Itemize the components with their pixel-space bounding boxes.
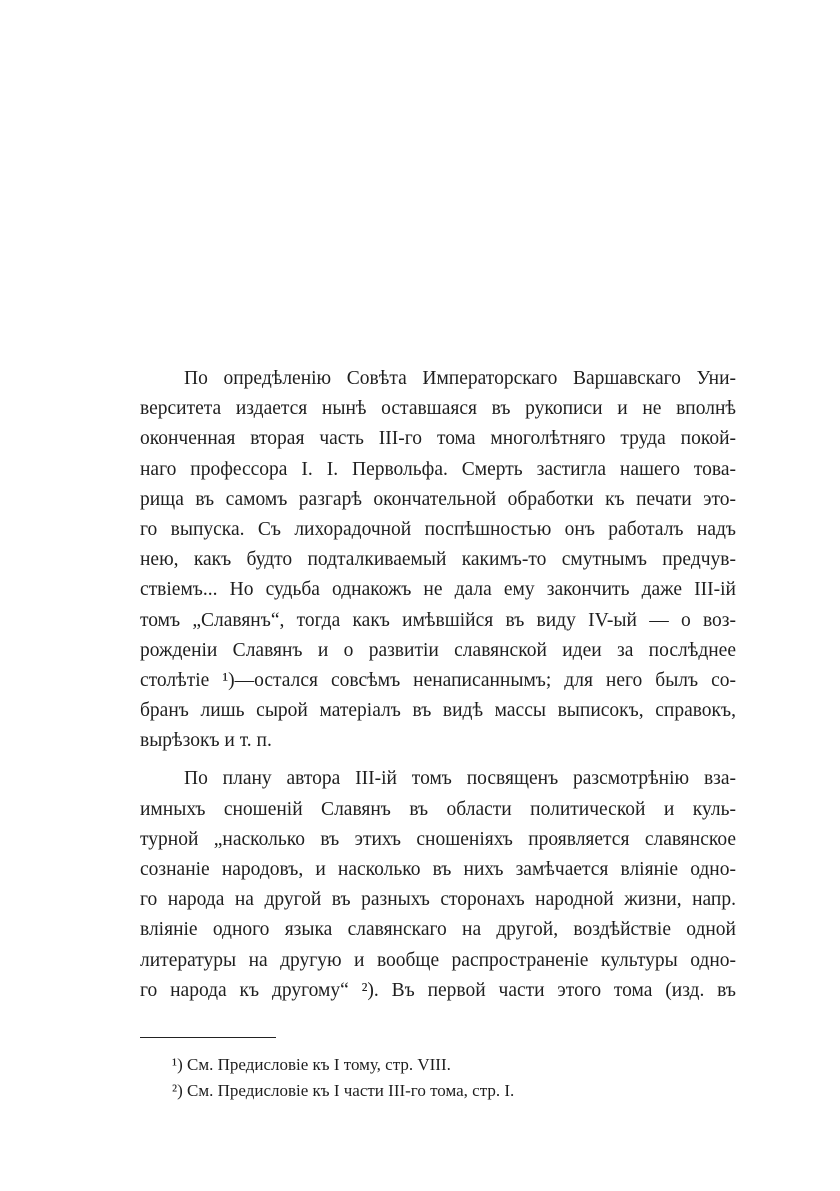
text-line: бранъ лишь сырой матеріалъ въ видѣ массы выписокъ, справокъ, [140, 700, 736, 722]
text-line: ствіемъ... Но судьба однакожъ не дала ему закончить даже III-ій [140, 579, 736, 601]
text-line: вырѣзокъ и т. п. [140, 730, 272, 752]
text-line: столѣтіе ¹)—остался совсѣмъ ненаписаннымъ; для него былъ со- [140, 669, 736, 691]
text-line: литературы на другую и вообще распространеніе культуры одно- [140, 949, 736, 971]
footnote-1: ¹) См. Предисловіе къ I тому, стр. VIII. [172, 1055, 451, 1074]
text-line: верситета издается нынѣ оставшаяся въ рукописи и не вполнѣ [140, 398, 736, 420]
footnote-divider [140, 1037, 276, 1038]
text-line: го народа на другой въ разныхъ сторонахъ народной жизни, напр. [140, 889, 736, 911]
footnotes [140, 1052, 736, 1104]
text-line: сознаніе народовъ, и насколько въ нихъ замѣчается вліяніе одно- [140, 859, 736, 880]
text-line: го выпуска. Съ лихорадочной поспѣшностью онъ работалъ надъ [140, 518, 736, 540]
text-line: турной „насколько въ этихъ сношеніяхъ проявляется славянское [140, 828, 736, 850]
text-line: томъ „Славянъ“, тогда какъ имѣвшійся въ виду IV-ый — о воз- [140, 609, 736, 631]
text-line: рища въ самомъ разгарѣ окончательной обработки къ печати это- [140, 488, 736, 510]
text-line: рожденіи Славянъ и о развитіи славянской идеи за послѣднее [140, 639, 736, 661]
main-text [140, 364, 736, 1006]
text-line: По плану автора III-ій томъ посвященъ разсмотрѣнію вза- [184, 768, 736, 790]
text-line: По опредѣленію Совѣта Императорскаго Варшавскаго Уни- [184, 368, 736, 389]
paragraph-2 [140, 764, 736, 1006]
text-line: го народа къ другому“ ²). Въ первой части этого тома (изд. въ [140, 979, 736, 1001]
text-line: наго профессора I. I. Первольфа. Смерть застигла нашего това- [140, 458, 736, 480]
text-line: имныхъ сношеній Славянъ въ области политической и куль- [140, 798, 736, 820]
text-line: нею, какъ будто подталкиваемый какимъ-то смутнымъ предчув- [140, 549, 736, 571]
paragraph-gap [140, 756, 736, 764]
text-line: вліяніе одного языка славянскаго на другой, воздѣйствіе одной [140, 919, 736, 941]
text-line: оконченная вторая часть III-го тома многолѣтняго труда покой- [140, 428, 736, 450]
paragraph-1 [140, 364, 736, 756]
footnote-2: ²) См. Предисловіе къ I части III-го тома, стр. I. [172, 1081, 515, 1100]
